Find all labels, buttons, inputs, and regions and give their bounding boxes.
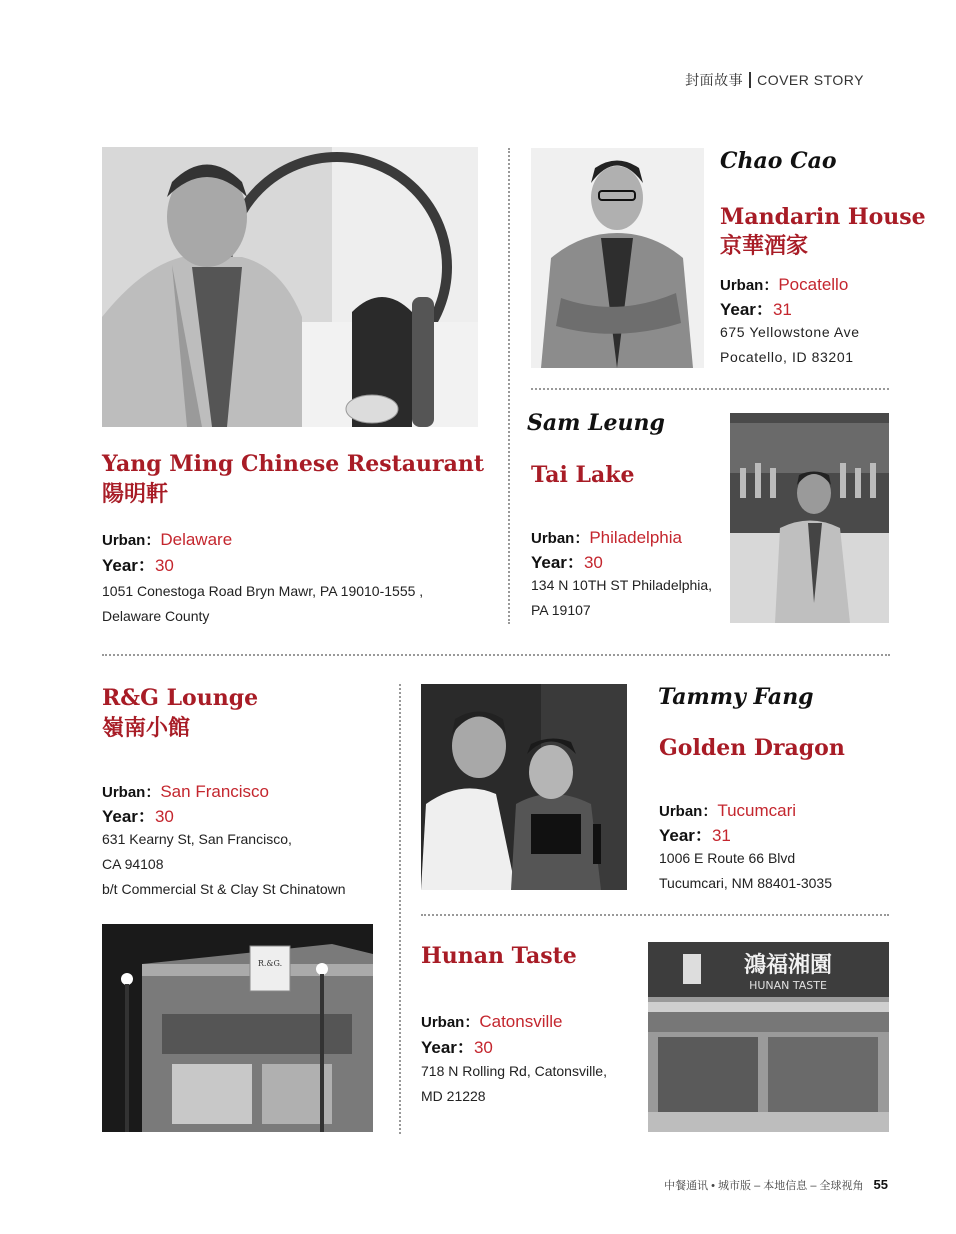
hunan-taste-name: Hunan Taste [421,943,577,969]
divider-horizontal-right [531,388,889,390]
sam-leung-photo [730,413,889,623]
golden-dragon-year: Year：31 [659,826,731,845]
mandarin-house-address: 675 Yellowstone Ave Pocatello, ID 83201 [720,324,860,365]
header-cn: 封面故事 [685,72,744,88]
yang-ming-address: 1051 Conestoga Road Bryn Mawr, PA 19010-1555 , Delaware County [102,583,424,624]
tai-lake-year: Year：30 [531,553,603,572]
yang-ming-urban: Urban：Delaware [102,530,233,549]
mandarin-house-urban: Urban：Pocatello [720,275,849,294]
hunan-taste-urban: Urban：Catonsville [421,1012,563,1031]
yang-ming-cn-name: 陽明軒 [102,481,169,507]
golden-dragon-address: 1006 E Route 66 Blvd Tucumcari, NM 88401-3035 [659,850,833,891]
rg-lounge-year: Year：30 [102,807,174,826]
yang-ming-owner-photo [102,147,478,427]
hunan-taste-address: 718 N Rolling Rd, Catonsville, MD 21228 [421,1063,607,1104]
chao-cao-person: Chao Cao [720,148,837,174]
golden-dragon-name: Golden Dragon [659,735,845,761]
sam-leung-person: Sam Leung [527,410,665,436]
hunan-taste-storefront-photo [648,942,889,1132]
mandarin-house-name: Mandarin House [720,204,926,230]
mandarin-house-cn-name: 京華酒家 [720,233,809,259]
divider-horizontal-middle [102,654,890,656]
rg-lounge-building-photo [102,924,373,1132]
svg-text:HUNAN TASTE: HUNAN TASTE [749,979,827,992]
svg-text:鴻福湘園: 鴻福湘園 [743,953,833,978]
rg-lounge-cn-name: 嶺南小館 [102,715,191,741]
rg-lounge-address: 631 Kearny St, San Francisco, CA 94108 b/t Commercial St & Clay St Chinatown [102,831,346,897]
chao-cao-photo [531,148,704,368]
yang-ming-year: Year：30 [102,556,174,575]
svg-text:R.&G.: R.&G. [257,959,283,968]
tammy-fang-photo [421,684,627,890]
section-header [685,70,864,90]
golden-dragon-urban: Urban：Tucumcari [659,801,797,820]
header-en: COVER STORY [757,72,864,88]
tai-lake-address: 134 N 10TH ST Philadelphia, PA 19107 [531,577,713,618]
tammy-fang-person: Tammy Fang [658,684,814,710]
divider-horizontal-lower [421,914,889,916]
rg-lounge-name: R&G Lounge [102,685,259,711]
page-footer [664,1177,888,1193]
rg-lounge-urban: Urban：San Francisco [102,782,270,801]
page-number: 55 [873,1177,888,1192]
mandarin-house-year: Year：31 [720,300,792,319]
tai-lake-urban: Urban：Philadelphia [531,528,682,547]
header-divider [749,72,751,88]
divider-vertical-bottom [399,684,401,1134]
hunan-taste-year: Year：30 [421,1038,493,1057]
divider-vertical-top [508,148,510,624]
footer-text: 中餐通讯 • 城市版 – 本地信息 – 全球视角 [664,1180,864,1192]
yang-ming-name: Yang Ming Chinese Restaurant [102,451,485,477]
tai-lake-name: Tai Lake [531,462,635,488]
